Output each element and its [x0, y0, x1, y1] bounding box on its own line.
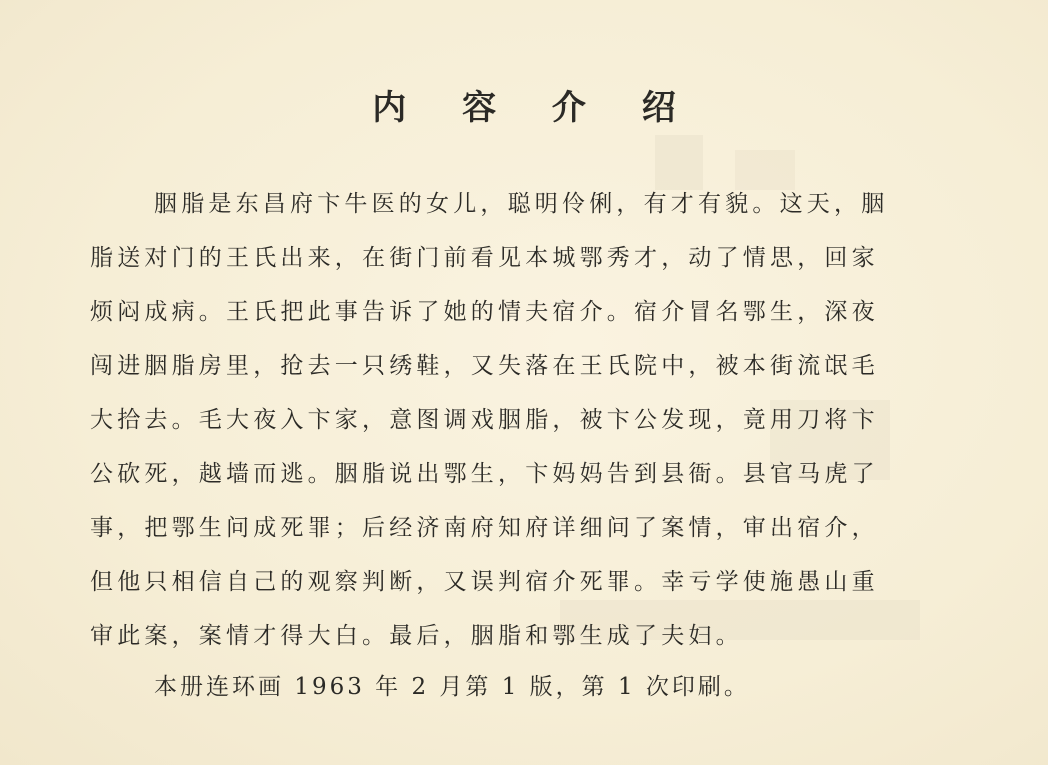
paragraph-line: 审此案，案情才得大白。最后，胭脂和鄂生成了夫妇。 — [90, 623, 743, 649]
synopsis-paragraph — [90, 177, 960, 663]
paragraph-line: 但他只相信自己的观察判断，又误判宿介死罪。幸亏学使施愚山重 — [90, 569, 879, 595]
paragraph-line: 脂送对门的王氏出来，在街门前看见本城鄂秀才，动了情思，回家 — [90, 245, 879, 271]
paragraph-line: 闯进胭脂房里，抢去一只绣鞋，又失落在王氏院中，被本街流氓毛 — [90, 353, 879, 379]
edition-note: 本册连环画 1963 年 2 月第 1 版，第 1 次印刷。 — [154, 674, 750, 700]
page-title: 内 容 介 绍 — [372, 88, 698, 128]
paragraph-line: 胭脂是东昌府卞牛医的女儿，聪明伶俐，有才有貌。这天，胭 — [154, 191, 889, 217]
paragraph-line: 大拾去。毛大夜入卞家，意图调戏胭脂，被卞公发现，竟用刀将卞 — [90, 407, 879, 433]
paragraph-line: 烦闷成病。王氏把此事告诉了她的情夫宿介。宿介冒名鄂生，深夜 — [90, 299, 879, 325]
paragraph-line: 事，把鄂生问成死罪；后经济南府知府详细问了案情，审出宿介， — [90, 515, 879, 541]
paragraph-line: 公砍死，越墙而逃。胭脂说出鄂生，卞妈妈告到县衙。县官马虎了 — [90, 461, 879, 487]
